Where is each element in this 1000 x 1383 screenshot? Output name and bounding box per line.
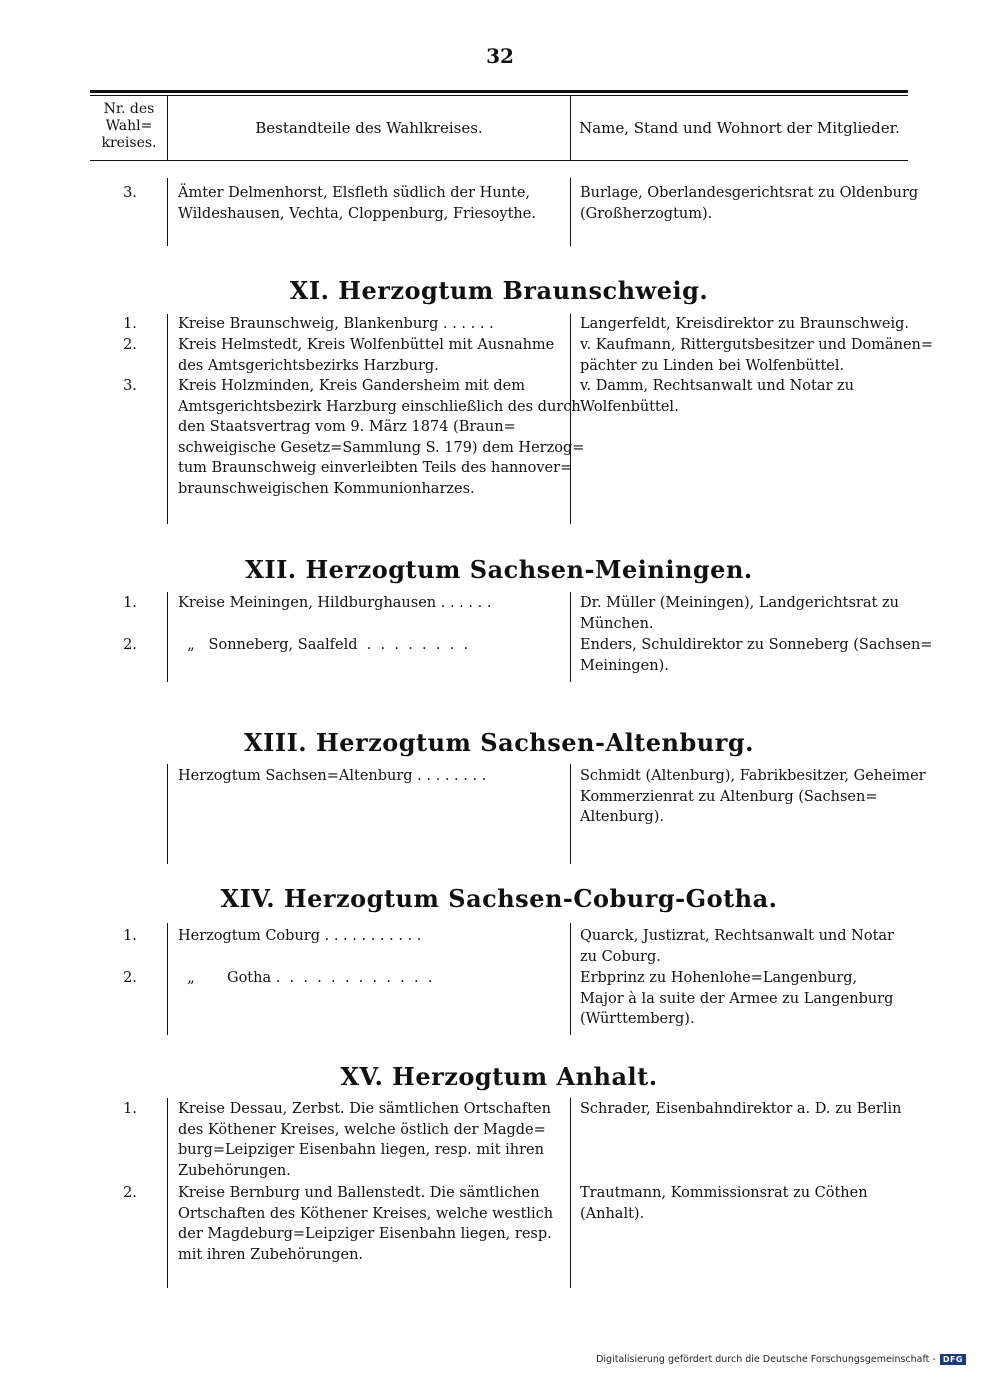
text-line: Kommerzienrat zu Altenburg (Sachsen= [580,788,878,805]
district-number: 1. [123,928,137,944]
section-title: XIII. Herzogtum Sachsen-Altenburg. [244,728,754,757]
district-member [580,183,918,224]
district-number: 2. [123,637,137,653]
district-member [580,766,926,828]
text-line: (Anhalt). [580,1205,645,1222]
text-line: schweigische Gesetz=Sammlung S. 179) dem Herzog= [178,439,585,456]
district-number: 2. [123,970,137,986]
section-title: XIV. Herzogtum Sachsen-Coburg-Gotha. [220,884,778,913]
text-line: Amtsgerichtsbezirk Harzburg einschließlich des durch [178,398,581,415]
text-line: München. [580,615,654,632]
text-line: Kreis Helmstedt, Kreis Wolfenbüttel mit Ausnahme [178,337,555,353]
text-line: Ämter Delmenhorst, Elsfleth südlich der Hunte, [178,185,531,201]
text-line: Burlage, Oberlandesgerichtsrat zu Oldenburg [580,185,919,201]
text-line: Ortschaften des Köthener Kreises, welche westlich [178,1205,554,1222]
district-number: 1. [123,595,137,611]
district-member [580,635,932,676]
district-number: 3. [123,378,137,394]
district-member: Schrader, Eisenbahndirektor a. D. zu Berlin [580,1101,902,1117]
district-components [178,1183,553,1265]
district-components [178,376,584,499]
text-line: Quarck, Justizrat, Rechtsanwalt und Notar [580,928,894,944]
text-line: der Magdeburg=Leipziger Eisenbahn liegen, resp. [178,1226,552,1242]
district-member [580,593,899,634]
district-components: Herzogtum Coburg . . . . . . . . . . . [178,928,422,944]
header-col-number-line: kreises. [101,135,157,151]
column-divider [167,764,168,864]
page-number: 32 [486,44,514,68]
header-col-members: Name, Stand und Wohnort der Mitglieder. [579,119,900,137]
column-divider [570,923,571,1035]
district-components: Kreise Meiningen, Hildburghausen . . . . . . [178,595,492,611]
column-divider [570,764,571,864]
text-line: Kreis Holzminden, Kreis Gandersheim mit dem [178,378,526,394]
text-line: (Württemberg). [580,1011,695,1027]
text-line: Meiningen). [580,657,669,674]
column-divider [167,592,168,682]
text-line: v. Damm, Rechtsanwalt und Notar zu [580,378,854,394]
district-components [178,335,554,376]
district-member: Langerfeldt, Kreisdirektor zu Braunschweig. [580,316,909,332]
district-number: 1. [123,316,137,332]
section-title: XII. Herzogtum Sachsen-Meiningen. [245,555,753,584]
column-divider [570,178,571,246]
district-member [580,1183,868,1224]
header-col-number [95,101,163,152]
text-line: Altenburg). [580,809,664,825]
text-line: Zubehörungen. [178,1162,291,1179]
text-line: braunschweigischen Kommunionharzes. [178,480,475,497]
column-divider [570,1098,571,1288]
header-col-components: Bestandteile des Wahlkreises. [255,119,483,137]
district-number: 3. [123,185,137,201]
section-title: XV. Herzogtum Anhalt. [340,1062,658,1091]
column-divider [167,1098,168,1288]
text-line: Dr. Müller (Meiningen), Landgerichtsrat zu [580,595,899,611]
text-line: Major à la suite der Armee zu Langenburg [580,990,894,1007]
text-line: Kreise Bernburg und Ballenstedt. Die sämtlichen [178,1185,540,1201]
district-member [580,968,893,1030]
header-col-number-line: Wahl= [105,118,153,134]
text-line: Enders, Schuldirektor zu Sonneberg (Sachsen= [580,637,933,653]
district-number: 1. [123,1101,137,1117]
text-line: des Köthener Kreises, welche östlich der Magde= [178,1121,546,1138]
text-line: zu Coburg. [580,948,661,965]
text-line: mit ihren Zubehörungen. [178,1246,364,1263]
footer-text: Digitalisierung gefördert durch die Deutsche Forschungsgemeinschaft - [596,1354,936,1365]
text-line: v. Kaufmann, Rittergutsbesitzer und Domänen= [580,337,934,353]
district-member [580,926,894,967]
text-line: Wildeshausen, Vechta, Cloppenburg, Friesoythe. [178,205,536,222]
column-divider [167,314,168,524]
district-components: „ Gotha . . . . . . . . . . . . [178,970,433,986]
text-line: Trautmann, Kommissionsrat zu Cöthen [580,1185,868,1201]
text-line: Wolfenbüttel. [580,398,679,415]
text-line: (Großherzogtum). [580,205,713,222]
text-line: pächter zu Linden bei Wolfenbüttel. [580,357,845,374]
header-bottom-rule [90,160,908,161]
header-top-rule-thin [90,95,908,96]
header-col-number-line: Nr. des [103,101,155,117]
district-components: Herzogtum Sachsen=Altenburg . . . . . . . . [178,768,487,784]
text-line: burg=Leipziger Eisenbahn liegen, resp. mit ihren [178,1142,544,1158]
district-components: „ Sonneberg, Saalfeld . . . . . . . . [178,637,469,653]
dfg-logo: DFG [940,1354,966,1365]
column-divider [167,923,168,1035]
header-top-rule [90,90,908,93]
text-line: tum Braunschweig einverleibten Teils des hannover= [178,460,573,476]
text-line: Kreise Dessau, Zerbst. Die sämtlichen Ortschaften [178,1101,551,1117]
text-line: Schmidt (Altenburg), Fabrikbesitzer, Geheimer [580,768,926,784]
digitization-footer [596,1354,966,1365]
column-divider [167,178,168,246]
text-line: des Amtsgerichtsbezirks Harzburg. [178,357,439,374]
text-line: Erbprinz zu Hohenlohe=Langenburg, [580,970,858,986]
section-title: XI. Herzogtum Braunschweig. [289,276,709,305]
district-components [178,183,536,224]
text-line: den Staatsvertrag vom 9. März 1874 (Braun= [178,419,516,435]
district-components [178,1099,551,1181]
column-divider [570,592,571,682]
district-number: 2. [123,1185,137,1201]
district-member [580,335,933,376]
district-member [580,376,854,417]
district-number: 2. [123,337,137,353]
district-components: Kreise Braunschweig, Blankenburg . . . . . . [178,316,494,332]
